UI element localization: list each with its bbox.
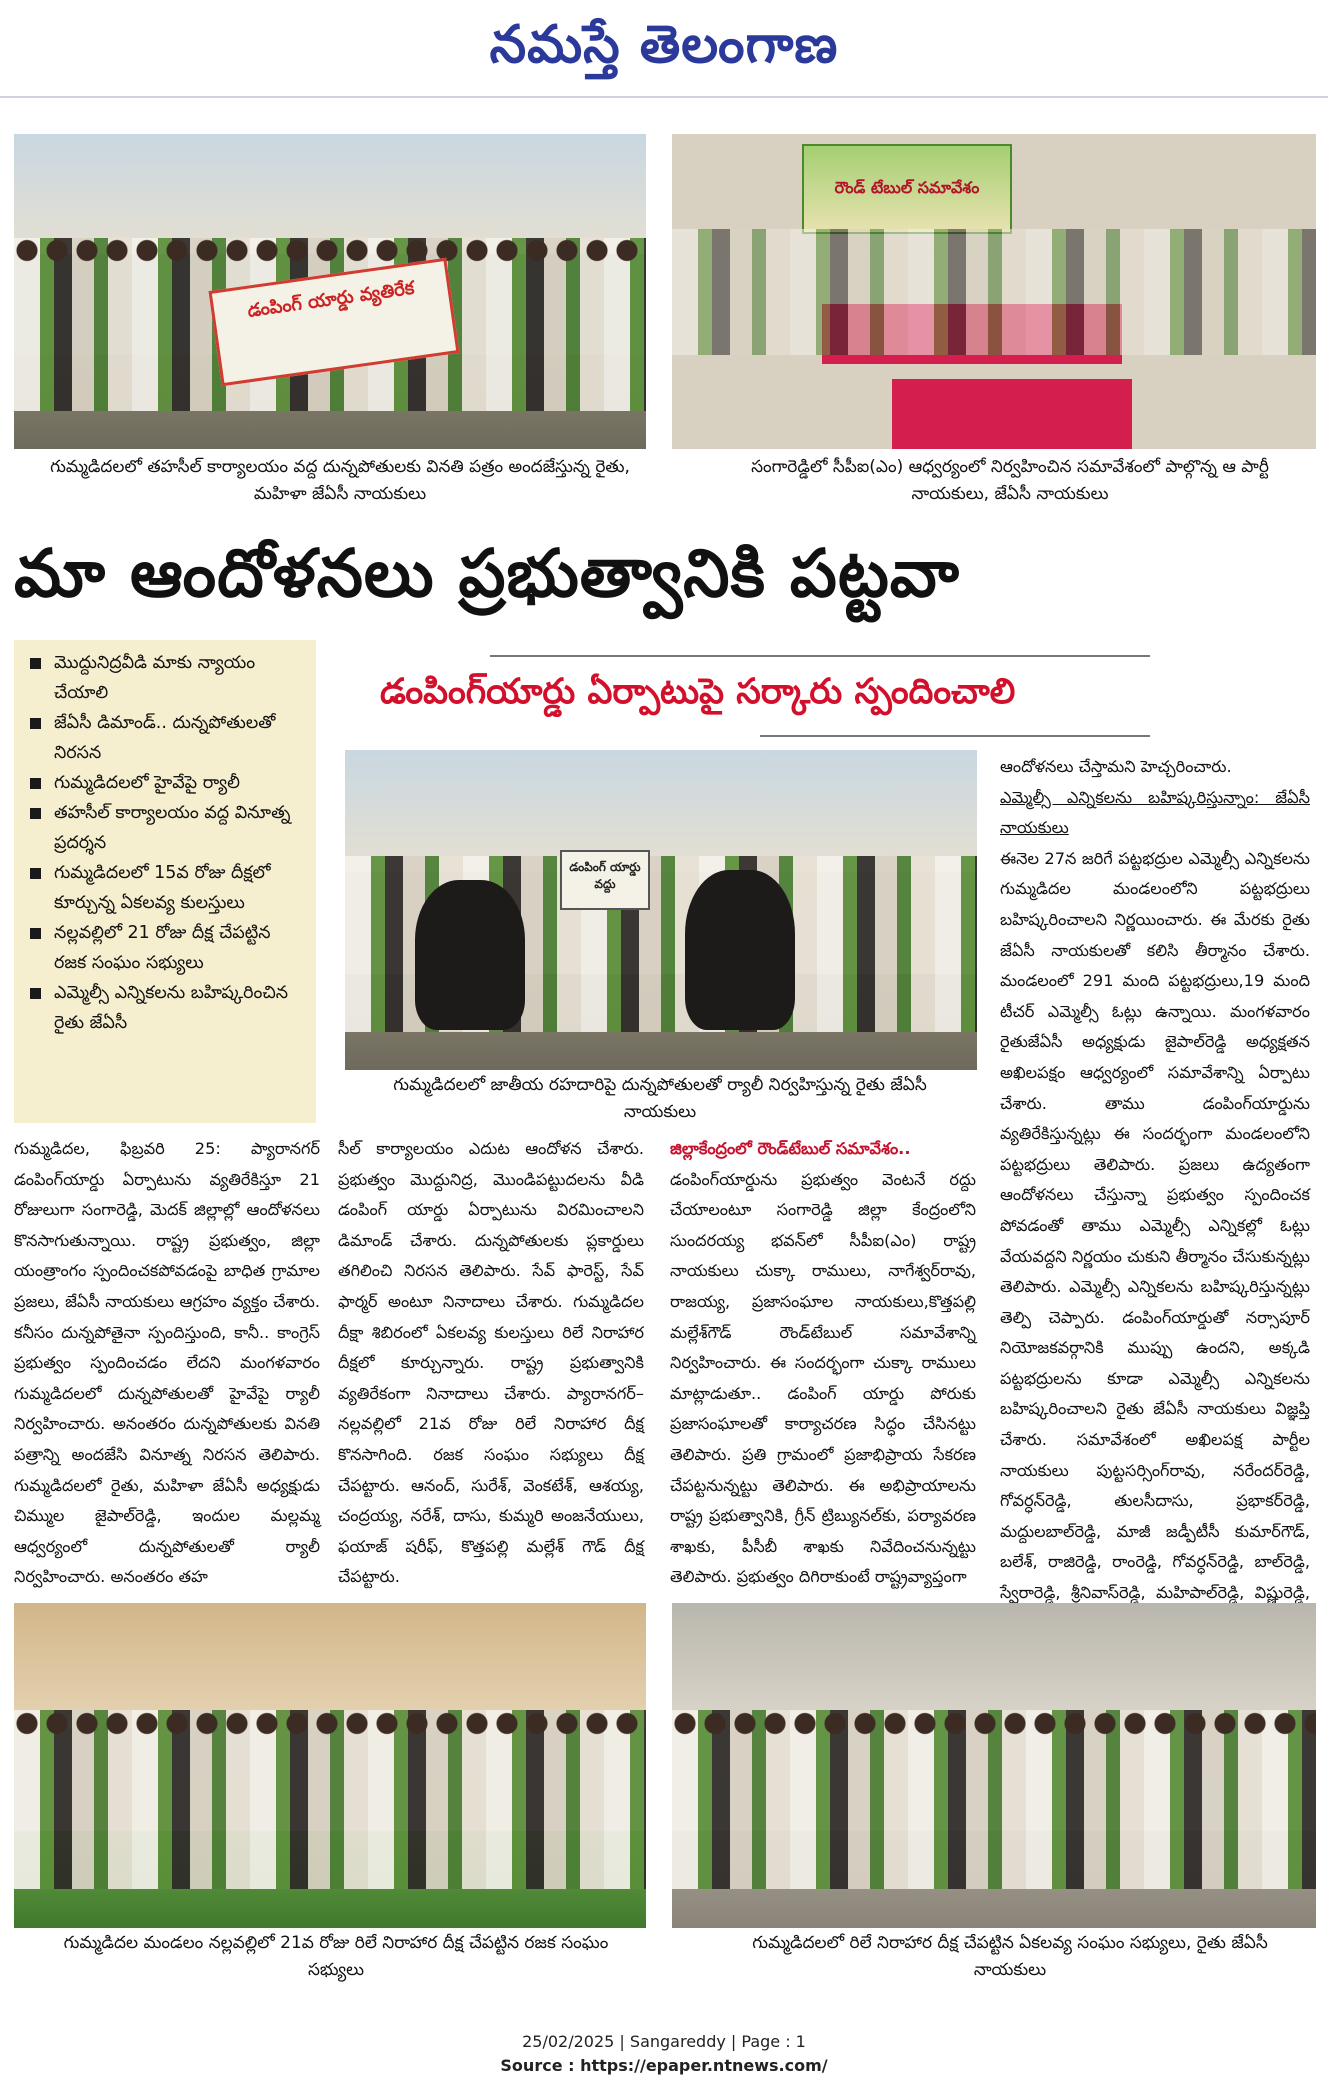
article-body: గుమ్మడిదల, ఫిబ్రవరి 25: ప్యారానగర్ డంపింగ్‌యార్డు ఏర్పాటును వ్యతిరేకిస్తూ 21 రోజులుగా సంగారెడ్డి, మెదక్ జిల్లాల్లో ఆందోళనలు కొనసాగుతున్నాయి. రాష్ట్ర ప్రభుత్వం, జిల్లా యంత్రాంగం స్పందించకపోవడంపై బాధిత గ్రామాల ప్రజలు, జేఏసీ నాయకులు ఆగ్రహం వ్యక్తం చేశారు. కనీసం దున్నపోతైనా స్పందిస్తుంది, కానీ.. కాంగ్రెస్ ప్రభుత్వం స్పందించడం లేదని మంగళవారం గుమ్మడిదలలో దున్నపోతులతో హైవేపై ర్యాలీ నిర్వహించారు. అనంతరం దున్నపోతులకు వినతి పత్రాన్ని అందజేసి వినూత్న నిరసన తెలిపారు. గుమ్మడిదలలో రైతు, మహిళా జేఏసీ అధ్యక్షుడు చిమ్ముల జైపాల్‌రెడ్డి, ఇందుల మల్లమ్మ ఆధ్వర్యంలో దున్నపోతులతో ర్యాలీ నిర్వహించారు. అనంతరం తహ bbox=[14, 1139, 320, 1587]
caption-top-left: గుమ్మడిదలలో తహసీల్ కార్యాలయం వద్ద దున్నపోతులకు వినతి పత్రం అందజేస్తున్న రైతు, మహిళా జేఏసీ నాయకులు bbox=[50, 457, 630, 504]
photo-bottom-right bbox=[672, 1603, 1316, 1928]
photo-top-right bbox=[672, 134, 1316, 449]
highlight-item: గుమ్మడిదలలో హైవేపై ర్యాలీ bbox=[26, 768, 306, 798]
subheadline-rule-bottom bbox=[760, 735, 1150, 737]
meeting-table bbox=[892, 379, 1132, 449]
article-body: డంపింగ్‌యార్డును ప్రభుత్వం వెంటనే రద్దు చేయాలంటూ సంగారెడ్డి జిల్లా కేంద్రంలోని సుందరయ్య భవన్‌లో సీపీఐ(ఎం) రాష్ట్ర నాయకులు చుక్కా రాములు, నాగేశ్వర్‌రావు, రాజయ్య, ప్రజాసంఘాల నాయకులు,కొత్తపల్లి మల్లేశ్‌గౌడ్ రౌండ్‌టేబుల్ సమావేశాన్ని నిర్వహించారు. ఈ సందర్భంగా చుక్కా రాములు మాట్లాడుతూ.. డంపింగ్ యార్డు పోరుకు ప్రజాసంఘాలతో కార్యాచరణ సిద్ధం చేసినట్టు తెలిపారు. ప్రతి గ్రామంలో ప్రజాభిప్రాయ సేకరణ చేపట్టనున్నట్టు తెలిపారు. ఈ అభిప్రాయాలను రాష్ట్ర ప్రభుత్వానికి, గ్రీన్ ట్రిబ్యునల్‌కు, పర్యావరణ శాఖకు, పీసీబీ శాఖకు నివేదించనున్నట్టు తెలిపారు. ప్రభుత్వం దిగిరాకుంటే రాష్ట్రవ్యాప్తంగా bbox=[670, 1169, 976, 1587]
photo-heads bbox=[14, 1707, 646, 1740]
article-column-2 bbox=[338, 1134, 644, 1587]
protest-banner: డంపింగ్ యార్డు వ్యతిరేక bbox=[208, 258, 459, 386]
meeting-backdrop: రౌండ్ టేబుల్ సమావేశం bbox=[802, 144, 1012, 234]
article-column-1 bbox=[14, 1134, 320, 1587]
masthead bbox=[0, 0, 1328, 100]
buffalo-right bbox=[685, 870, 795, 1030]
highlights-box bbox=[14, 640, 316, 1123]
photo-top-left bbox=[14, 134, 646, 449]
highlight-item: తహసీల్ కార్యాలయం వద్ద వినూత్న ప్రదర్శన bbox=[26, 798, 306, 858]
footer-source-link[interactable]: Source : https://epaper.ntnews.com/ bbox=[500, 2056, 828, 2075]
caption-center: గుమ్మడిదలలో జాతీయ రహదారిపై దున్నపోతులతో ర్యాలీ నిర్వహిస్తున్న రైతు జేఏసీ నాయకులు bbox=[393, 1075, 927, 1122]
caption-bottom-left: గుమ్మడిదల మండలం నల్లవల్లిలో 21వ రోజు రిలే నిరాహార దీక్ష చేపట్టిన రజక సంఘం సభ్యులు bbox=[63, 1933, 609, 1980]
main-headline: మా ఆందోళనలు ప్రభుత్వానికి పట్టవా bbox=[14, 535, 960, 612]
footer-dateline: 25/02/2025 | Sangareddy | Page : 1 bbox=[522, 2032, 806, 2051]
subheadline: డంపింగ్‌యార్డు ఏర్పాటుపై సర్కారు స్పందించాలి bbox=[380, 672, 1016, 712]
photo-bottom-left bbox=[14, 1603, 646, 1928]
photo-sky bbox=[345, 750, 977, 872]
photo-crowd bbox=[672, 229, 1316, 355]
page-footer bbox=[0, 2030, 1328, 2078]
highlight-item: ఎమ్మెల్సీ ఎన్నికలను బహిష్కరించిన రైతు జేఏసీ bbox=[26, 978, 306, 1038]
subheadline-rule-top bbox=[490, 655, 1150, 657]
article-column-4 bbox=[1000, 752, 1310, 1603]
buffalo-left bbox=[415, 880, 525, 1030]
photo-center bbox=[345, 750, 977, 1070]
section-heading: జిల్లాకేంద్రంలో రౌండ్‌టేబుల్ సమావేశం.. bbox=[670, 1139, 911, 1158]
article-body: సీల్ కార్యాలయం ఎదుట ఆందోళన చేశారు. ప్రభుత్వం మొద్దునిద్ర, మొండిపట్టుదలను వీడి డంపింగ్ యార్డు ఏర్పాటును విరమించాలని డిమాండ్ చేశారు. దున్నపోతులకు ప్లకార్డులు తగిలించి నిరసన తెలిపారు. సేవ్ ఫారెస్ట్, సేవ్ ఫార్మర్ అంటూ నినాదాలు చేశారు. గుమ్మడిదల దీక్షా శిబిరంలో ఏకలవ్య కులస్తులు రిలే నిరాహార దీక్షలో కూర్చున్నారు. రాష్ట్ర ప్రభుత్వానికి వ్యతిరేకంగా నినాదాలు చేశారు. ప్యారానగర్–నల్లవల్లిలో 21వ రోజు రిలే నిరాహార దీక్ష కొనసాగింది. రజక సంఘం సభ్యులు దీక్ష చేపట్టారు. ఆనంద్, సురేశ్, వెంకటేశ్, ఆశయ్య, చంద్రయ్య, నరేశ్, దాసు, కుమ్మరి అంజనేయులు, ఫయాజ్ షరీఫ్, కొత్తపల్లి మల్లేశ్ గౌడ్ దీక్ష చేపట్టారు. bbox=[338, 1139, 644, 1587]
highlights-list bbox=[26, 648, 306, 1038]
caption-bottom-right: గుమ్మడిదలలో రిలే నిరాహార దీక్ష చేపట్టిన ఏకలవ్య సంఘం సభ్యులు, రైతు జేఏసీ నాయకులు bbox=[752, 1933, 1268, 1980]
highlight-item: జేఏసీ డిమాండ్.. దున్నపోతులతో నిరసన bbox=[26, 708, 306, 768]
section-heading: ఎమ్మెల్సీ ఎన్నికలను బహిష్కరిస్తున్నాం: జేఏసీ నాయకులు bbox=[1000, 787, 1310, 838]
masthead-rule bbox=[0, 96, 1328, 98]
highlight-item: గుమ్మడిదలలో 15వ రోజు దీక్షలో కూర్చున్న ఏకలవ్య కులస్తులు bbox=[26, 858, 306, 918]
article-body: ఈనెల 27న జరిగే పట్టభద్రుల ఎమ్మెల్సీ ఎన్నికలను గుమ్మడిదల మండలంలోని పట్టభద్రులు బహిష్కరించాలని నిర్ణయించారు. ఈ మేరకు రైతు జేఏసీ నాయకులతో కలిసి తీర్మానం చేశారు. మండలంలో 291 మంది పట్టభద్రులు,19 మంది టీచర్ ఎమ్మెల్సీ ఓట్లు ఉన్నాయి. మంగళవారం రైతుజేఏసీ అధ్యక్షుడు జైపాల్‌రెడ్డి అధ్యక్షతన అఖిలపక్షం ఆధ్వర్యంలో సమావేశాన్ని ఏర్పాటు చేశారు. తాము డంపింగ్‌యార్డును వ్యతిరేకిస్తున్నట్లు ఈ సందర్భంగా మండలంలోని పట్టభద్రులు తెలిపారు. ప్రజలు ఉద్యతంగా ఆందోళనలు చేస్తున్నా ప్రభుత్వం స్పందించక పోవడంతో తాము ఎమ్మెల్సీ ఎన్నికల్లో ఓట్లు వేయవద్దని నిర్ణయం చుకుని తీర్మానం చేసుకున్నట్లు తెలిపారు. ఎమ్మెల్సీ ఎన్నికలను బహిష్కరిస్తున్నట్లు తెల్పి చెప్పారు. డంపింగ్‌యార్డుతో నర్సాపూర్ నియోజకవర్గానికి ముప్పు ఉందని, అక్కడి పట్టభద్రులను కూడా ఎమ్మెల్సీ ఎన్నికలను బహిష్కరించాలని రైతు జేఏసీ నాయకులు విజ్ఞప్తి చేశారు. సమావేశంలో అఖిలపక్ష పార్టీల నాయకులు పుట్టసర్సింగ్‌రావు, నరేందర్‌రెడ్డి, గోవర్ధన్‌రెడ్డి, తులసీదాసు, ప్రభాకర్‌రెడ్డి, మద్దులబాల్‌రెడ్డి, మాజీ జడ్పీటీసీ కుమార్‌గౌడ్, బలేశ్, రాజిరెడ్డి, రాంరెడ్డి, గోవర్ధన్‌రెడ్డి, బాల్‌రెడ్డి, స్వేరారెడ్డి, శ్రీనివాస్‌రెడ్డి, మహిపాల్‌రెడ్డి, విష్ణురెడ్డి, bbox=[1000, 848, 1310, 1603]
highlight-item: నల్లవల్లిలో 21 రోజు దీక్ష చేపట్టిన రజక సంఘం సభ్యులు bbox=[26, 918, 306, 978]
caption-top-right: సంగారెడ్డిలో సీపీఐ(ఎం) ఆధ్వర్యంలో నిర్వహించిన సమావేశంలో పాల్గొన్న ఆ పార్టీ నాయకులు, జేఏసీ నాయకులు bbox=[751, 457, 1269, 504]
photo-heads bbox=[672, 1707, 1316, 1740]
newspaper-title: నమస్తే తెలంగాణ bbox=[489, 14, 839, 75]
article-column-3 bbox=[670, 1134, 976, 1587]
highlight-item: మొద్దునిద్రవీడి మాకు న్యాయం చేయాలి bbox=[26, 648, 306, 708]
photo-heads bbox=[14, 235, 646, 267]
article-body: ఆందోళనలు చేస్తామని హెచ్చరించారు. bbox=[1000, 757, 1232, 776]
placard: డంపింగ్ యార్డు వద్దు bbox=[560, 850, 650, 910]
